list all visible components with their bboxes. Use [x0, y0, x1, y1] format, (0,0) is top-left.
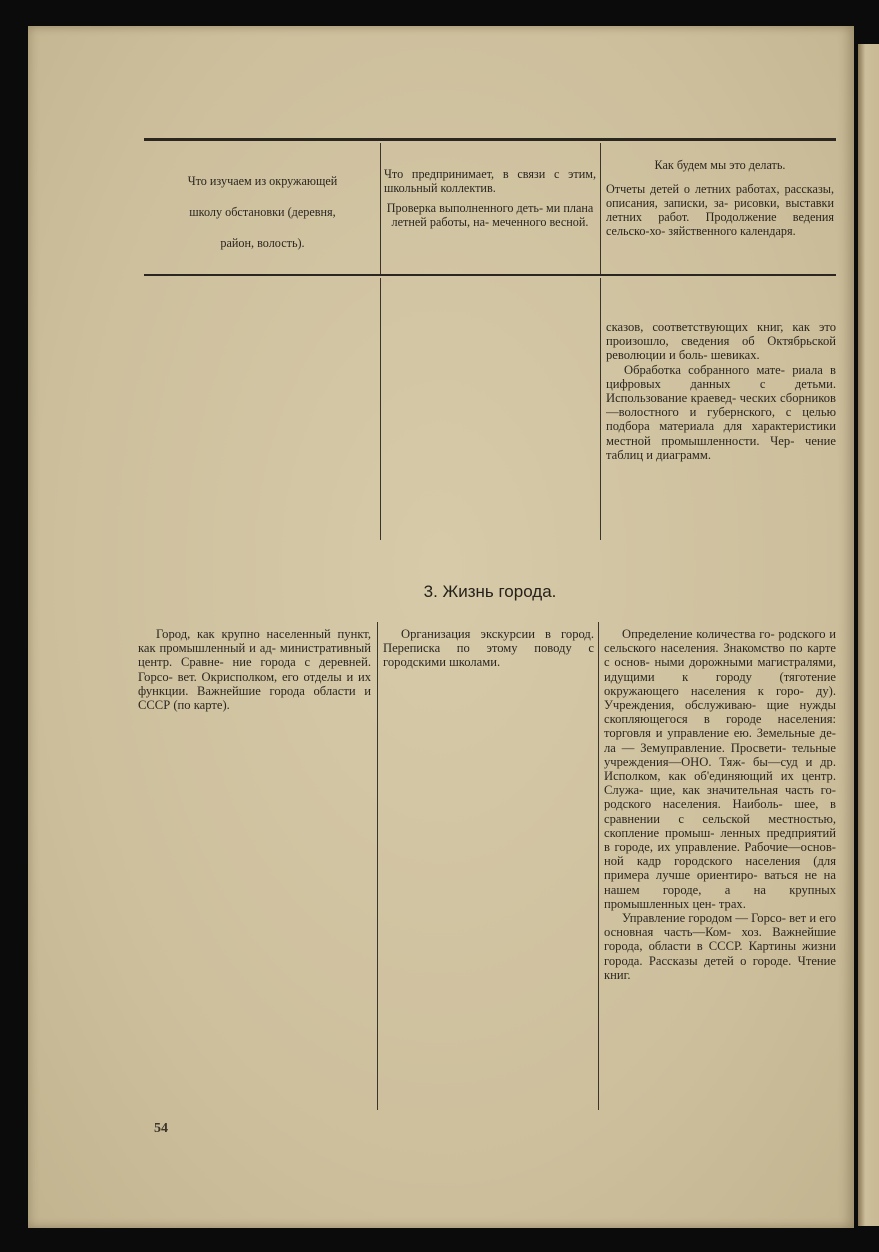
column-divider	[380, 278, 381, 540]
section-col2-para: Организация экскурсии в город. Переписка по этому поводу с городскими школами.	[383, 627, 594, 670]
section-title: 3. Жизнь города.	[423, 582, 557, 601]
continuation-para2: Обработка собранного мате- риала в цифровых данных с детьми. Использование краевед- ческих сборников—волостного и губернского, с целью подбора материала для характеристики местной промышленности. Чер- чение таблиц и диаграмм.	[606, 362, 836, 462]
header-col1-line2: школу обстановки (деревня,	[189, 205, 336, 219]
section-col3-para1: Определение количества го- родского и сельского населения. Знакомство по карте с основ- ными дорожными магистралями, идущими к городу (тяготение окружающего населения к горо- ду). Учреждения, обслуживаю- щие нужды скопляющегося в городе населения: торговля и управление ею. Земельные де- ла — Земуправление. Просвети- тельные учреждения—ОНО. Тяж- бы—суд и др. Исполком, как об'единяющий их центр. Служа- щие, как значительная часть го- родского населения. Наиболь- шее, в сравнении с сельской местностью, скопление промыш- ленных предприятий в городе, их управление. Рабочие—основ- ной кадр городского населения (для примера лучше ориентиро- ваться не на нашем городе, а на крупных промышленных цен- трах.	[604, 627, 836, 911]
header-col3	[606, 158, 834, 238]
column-divider	[600, 143, 601, 274]
column-divider	[377, 622, 378, 1110]
column-divider	[598, 622, 599, 1110]
continuation-col3	[606, 320, 836, 462]
header-col1-line1: Что изучаем из окружающей	[187, 174, 338, 188]
header-col3-body: Отчеты детей о летних работах, рассказы, описания, записки, за- рисовки, выставки летних работ. Продолжение ведения сельско-хо- зяйственного календаря.	[606, 182, 834, 238]
next-page-edge	[858, 44, 879, 1226]
header-col3-title: Как будем мы это делать.	[654, 158, 786, 172]
page-number: 54	[154, 1121, 168, 1136]
header-col2-para1: Что предпринимает, в связи с этим, школьный коллектив.	[384, 167, 596, 195]
section-col3-para2: Управление городом — Горсо- вет и его основная часть—Ком- хоз. Важнейшие города, области в СССР. Картины жизни города. Рассказы детей о городе. Чтение книг.	[604, 911, 836, 982]
continuation-para1: сказов, соответствующих книг, как это произошло, сведения об Октябрьской революции и боль- шевиках.	[606, 320, 836, 363]
header-bottom-rule	[144, 274, 836, 276]
section-col3	[604, 627, 836, 982]
table-top-rule	[144, 138, 836, 141]
column-divider	[380, 143, 381, 274]
header-col1	[150, 174, 375, 250]
header-col2-para2: Проверка выполненного деть- ми плана летней работы, на- меченного весной.	[386, 201, 594, 229]
header-col2	[384, 167, 596, 229]
column-divider	[600, 278, 601, 540]
section-col1	[138, 627, 371, 712]
section-col1-para: Город, как крупно населенный пункт, как промышленный и ад- министративный центр. Сравне- ние города с деревней. Горсо- вет. Окрисполком, его отделы и их функции. Важнейшие города области и СССР (по карте).	[138, 627, 371, 713]
header-col1-line3: район, волость).	[220, 236, 305, 250]
section-col2	[383, 627, 594, 670]
